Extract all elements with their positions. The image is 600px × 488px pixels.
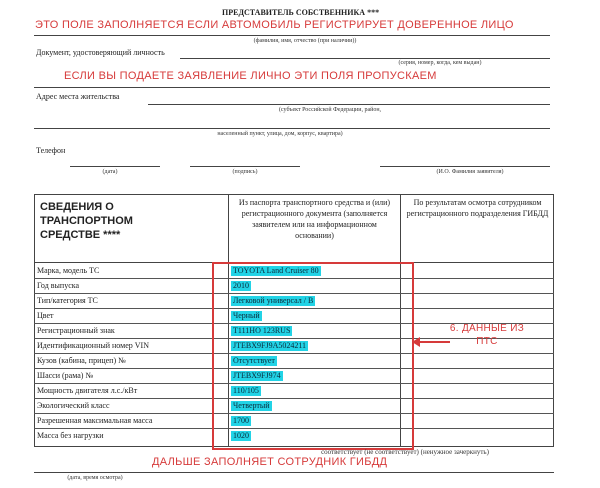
row-label: Цвет (37, 311, 54, 320)
address-label: Адрес места жительства (36, 92, 120, 101)
sign-caption: (подпись) (232, 169, 258, 175)
doc-caption: (серия, номер, когда, кем выдан) (398, 60, 482, 66)
col3-title: По результатам осмотра сотрудником регистрационного подразделения ГИБДД (406, 198, 549, 218)
row-label: Экологический класс (37, 401, 110, 410)
sign-line (190, 166, 300, 167)
row-label: Мощность двигателя л.с./кВт (37, 386, 138, 395)
row-value: JTEBX9FJ9A5024211 (233, 341, 307, 350)
proxy-note: ЭТО ПОЛЕ ЗАПОЛНЯЕТСЯ ЕСЛИ АВТОМОБИЛЬ РЕГИСТРИРУЕТ ДОВЕРЕННОЕ ЛИЦО (35, 19, 514, 31)
footer-rule (34, 472, 554, 473)
row-value: 1700 (233, 416, 249, 425)
row-value: Черный (233, 311, 260, 320)
row-label: Год выпуска (37, 281, 80, 290)
self-note: ЕСЛИ ВЫ ПОДАЕТЕ ЗАЯВЛЕНИЕ ЛИЧНО ЭТИ ПОЛЯ ПРОПУСКАЕМ (64, 70, 437, 82)
row-label: Кузов (кабина, прицеп) № (37, 356, 126, 365)
row-label: Масса без нагрузки (37, 431, 104, 440)
col1-title: СВЕДЕНИЯ О ТРАНСПОРТНОМ СРЕДСТВЕ **** (40, 201, 133, 241)
region-caption: (субъект Российской Федерации, район, (278, 107, 382, 113)
footer-line: соответствует (не соответствует) (ненужное зачеркнуть) (321, 448, 489, 456)
row-label: Марка, модель ТС (37, 266, 100, 275)
section-title: ПРЕДСТАВИТЕЛЬ СОБСТВЕННИКА *** (222, 8, 380, 17)
phone-label: Телефон (36, 146, 66, 155)
row-value: 1020 (233, 431, 249, 440)
doc-line (180, 58, 550, 59)
footer-caption: (дата, время осмотра) (67, 475, 123, 481)
fio-caption: (И.О. Фамилия заявителя) (436, 169, 504, 175)
date-line (70, 166, 160, 167)
row-label: Идентификационный номер VIN (37, 341, 149, 350)
row-label: Разрешенная максимальная масса (37, 416, 153, 425)
row-label: Регистрационный знак (37, 326, 115, 335)
row-value: Четвертый (233, 401, 270, 410)
name-caption: (фамилия, имя, отчество (при наличии)) (253, 38, 357, 44)
row-label: Тип/категория ТС (37, 296, 98, 305)
doc-label: Документ, удостоверяющий личность (36, 48, 165, 57)
row-value: Отсутствует (233, 356, 275, 365)
pts-annotation: 6. ДАННЫЕ ИЗ ПТС (449, 323, 525, 347)
street-caption: населенный пункт, улица, дом, корпус, квартира) (217, 131, 343, 137)
address-line (148, 104, 550, 105)
fio-line (380, 166, 550, 167)
row-value: TOYOTA Land Cruiser 80 (233, 266, 319, 275)
row-value: JTEBX9FJ974 (233, 371, 281, 380)
row-value: Т111НО 123RUS (233, 326, 291, 335)
row-value: 2010 (233, 281, 249, 290)
line-3 (34, 87, 550, 88)
row-label: Шасси (рама) № (37, 371, 94, 380)
row-value: Легковой универсал / В (233, 296, 314, 305)
row-value: 110/105 (233, 386, 259, 395)
date-caption: (дата) (102, 169, 118, 175)
pts-data-box (212, 262, 414, 450)
footer-note: ДАЛЬШЕ ЗАПОЛНЯЕТ СОТРУДНИК ГИБДД (152, 456, 388, 468)
address-line-2 (34, 128, 550, 129)
name-line (34, 35, 550, 36)
col2-title: Из паспорта транспортного средства и (или) регистрационного документа (заполняется заявителем или на информационном основании) (238, 198, 391, 240)
